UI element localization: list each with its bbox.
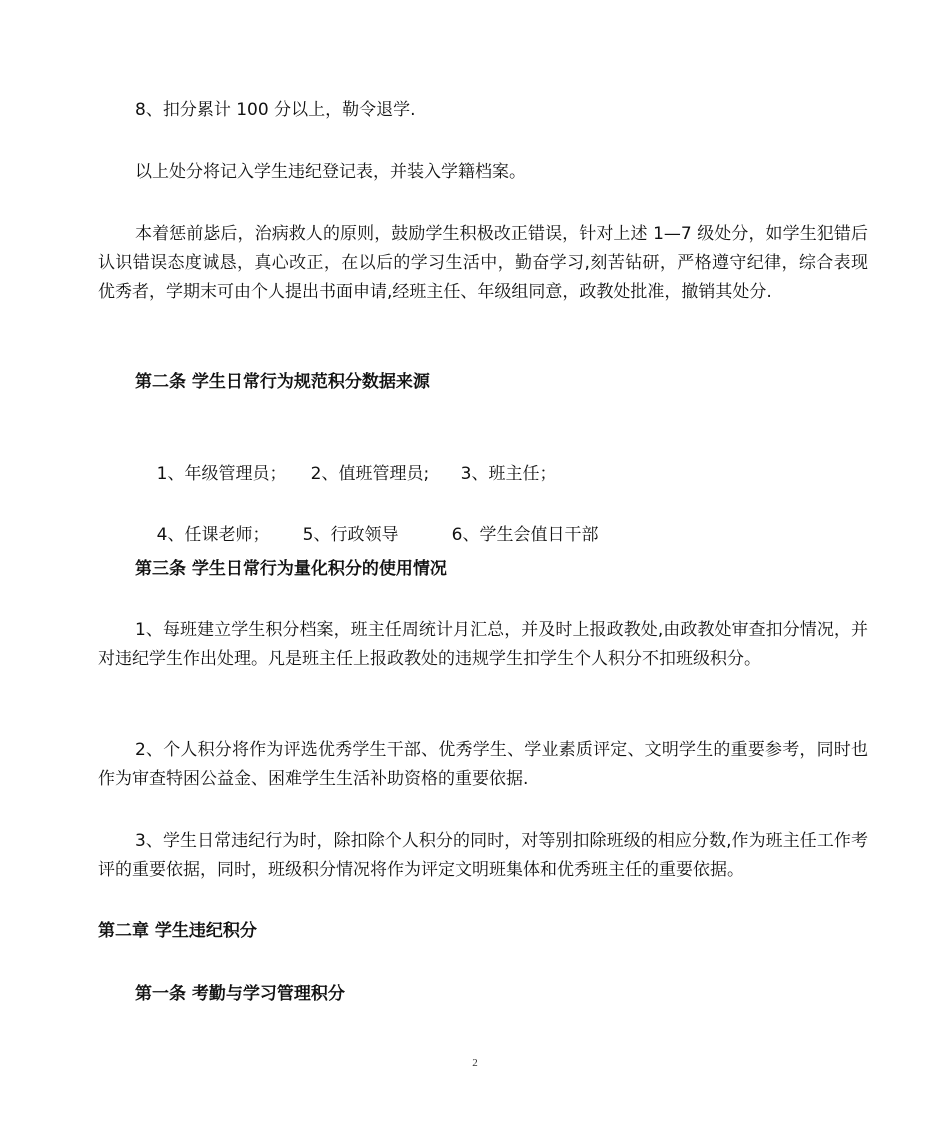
paragraph-usage-2: 2、个人积分将作为评选优秀学生干部、优秀学生、学业素质评定、文明学生的重要参考，同时也作为审查特困公益金、困难学生生活补助资格的重要依据. xyxy=(98,740,868,789)
article-1-heading: 第一条 考勤与学习管理积分 xyxy=(135,984,345,1004)
source-item-5: 5、行政领导 xyxy=(302,525,399,545)
source-item-3: 3、班主任； xyxy=(460,464,557,484)
paragraph-record-note: 以上处分将记入学生违纪登记表，并装入学籍档案。 xyxy=(135,162,526,182)
chapter-2-heading: 第二章 学生违纪积分 xyxy=(98,921,257,941)
source-item-1: 1、年级管理员； xyxy=(156,464,287,484)
source-item-2: 2、值班管理员; xyxy=(310,464,430,484)
paragraph-usage-1: 1、每班建立学生积分档案，班主任周统计月汇总，并及时上报政教处,由政教处审查扣分情况，并对违纪学生作出处理。凡是班主任上报政教处的违规学生扣学生个人积分不扣班级积分。 xyxy=(98,620,868,669)
source-item-4: 4、任课老师； xyxy=(156,525,270,545)
paragraph-usage-3: 3、学生日常违纪行为时，除扣除个人积分的同时，对等别扣除班级的相应分数,作为班主任工作考评的重要依据，同时，班级积分情况将作为评定文明班集体和优秀班主任的重要依据。 xyxy=(98,831,868,880)
page-number: 2 xyxy=(472,1057,478,1069)
article-2-heading: 第二条 学生日常行为规范积分数据来源 xyxy=(135,372,430,392)
article-3-heading: 第三条 学生日常行为量化积分的使用情况 xyxy=(135,559,447,579)
source-item-6: 6、学生会值日干部 xyxy=(451,525,599,545)
paragraph-revoke-policy: 本着惩前毖后，治病救人的原则，鼓励学生积极改正错误，针对上述 1—7 级处分，如学生犯错后认识错误态度诚恳，真心改正，在以后的学习生活中，勤奋学习,刻苦钻研，严格遵守纪律，综合表现优秀者，学期末可由个人提出书面申请,经班主任、年级组同意，政教处批准，撤销其处分. xyxy=(98,224,868,302)
paragraph-item-8: 8、扣分累计 100 分以上，勒令退学. xyxy=(135,100,416,120)
